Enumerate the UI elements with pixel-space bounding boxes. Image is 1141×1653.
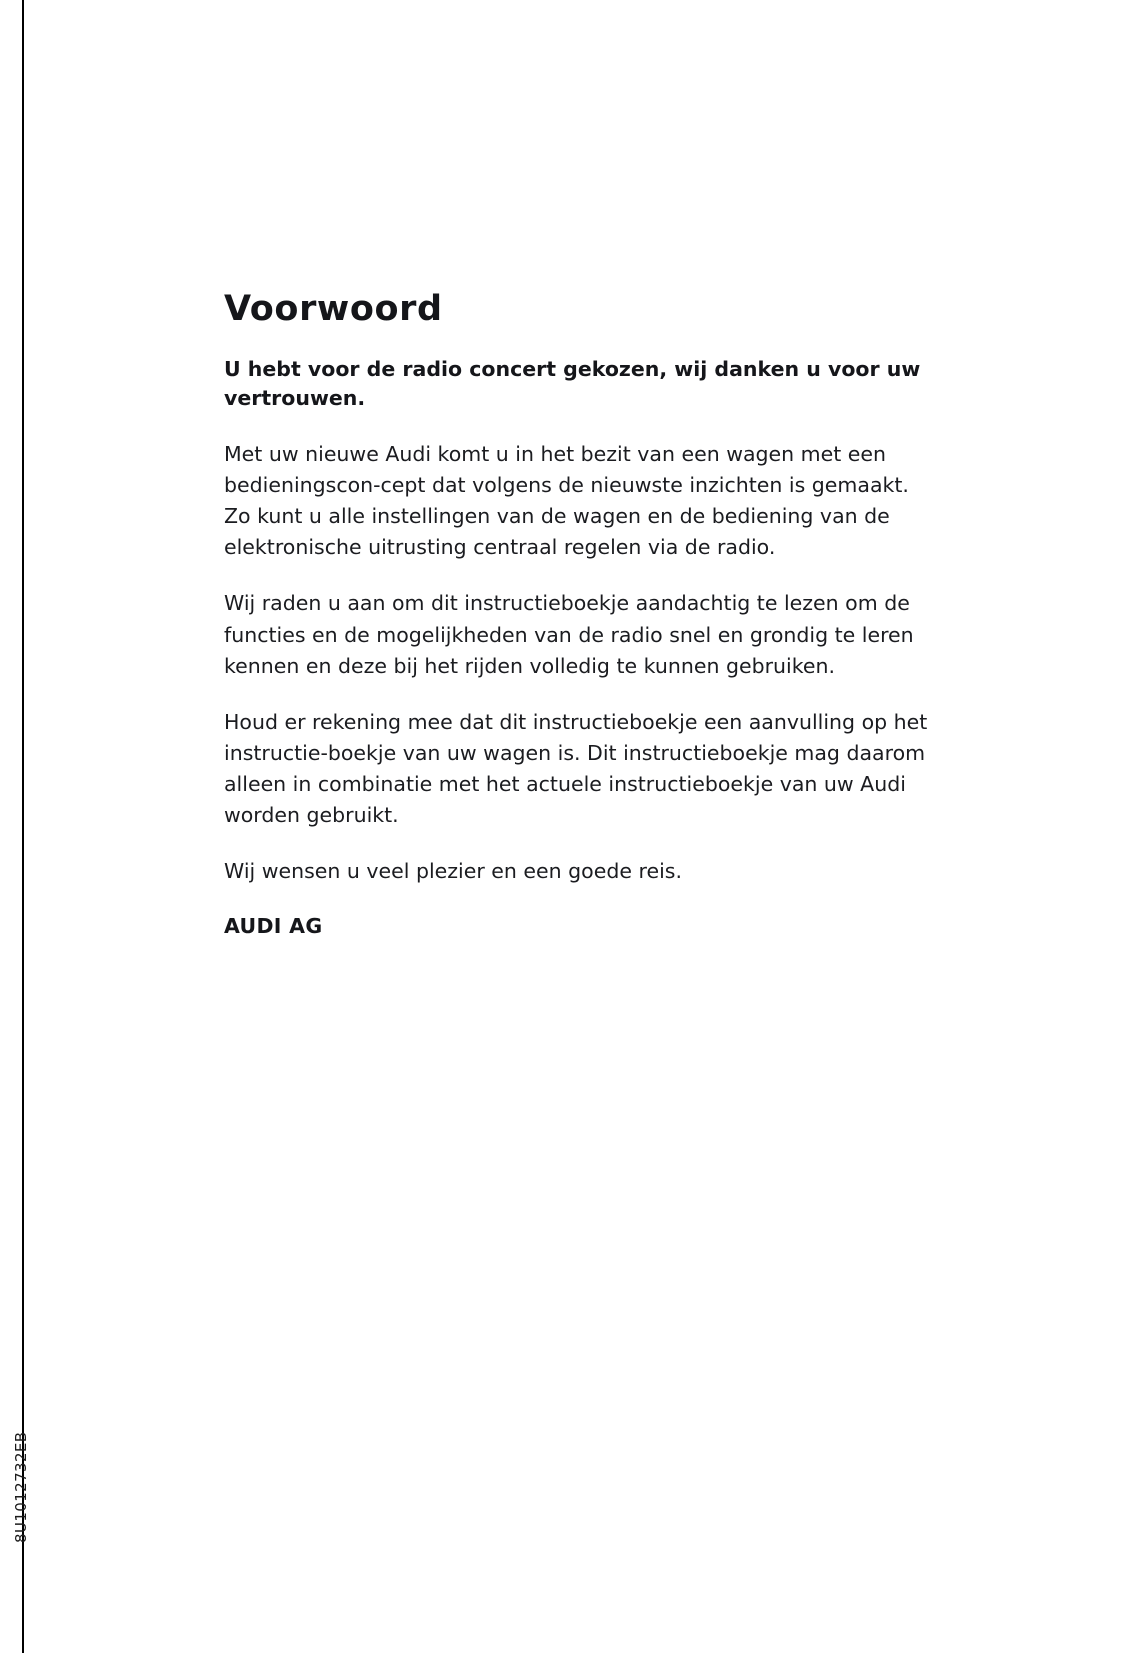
body-paragraph-3: Houd er rekening mee dat dit instructieboekje een aanvulling op het instructie-boekje van uw wagen is. Dit instructieboekje mag daarom alleen in combinatie met het actuele instructieboekje van uw Audi worden gebruikt.: [224, 709, 928, 828]
signature: AUDI AG: [224, 913, 323, 938]
body-paragraph-4: Wij wensen u veel plezier en een goede reis.: [224, 859, 682, 884]
page-content: [224, 290, 936, 938]
body-paragraph-2: Wij raden u aan om dit instructieboekje aandachtig te lezen om de functies en de mogelijkheden van de radio snel en grondig te leren kennen en deze bij het rijden volledig te kunnen gebruiken.: [224, 591, 914, 678]
margin-rule: [22, 0, 24, 1653]
document-code: 8U1012732EB: [12, 1431, 30, 1543]
body-paragraph-1: Met uw nieuwe Audi komt u in het bezit van een wagen met een bedieningscon-cept dat volgens de nieuwste inzichten is gemaakt. Zo kunt u alle instellingen van de wagen en de bediening van de elektronische uitrusting centraal regelen via de radio.: [224, 441, 909, 560]
intro-lede: U hebt voor de radio concert gekozen, wij danken u voor uw vertrouwen.: [224, 356, 921, 410]
page-title: Voorwoord: [224, 289, 443, 329]
